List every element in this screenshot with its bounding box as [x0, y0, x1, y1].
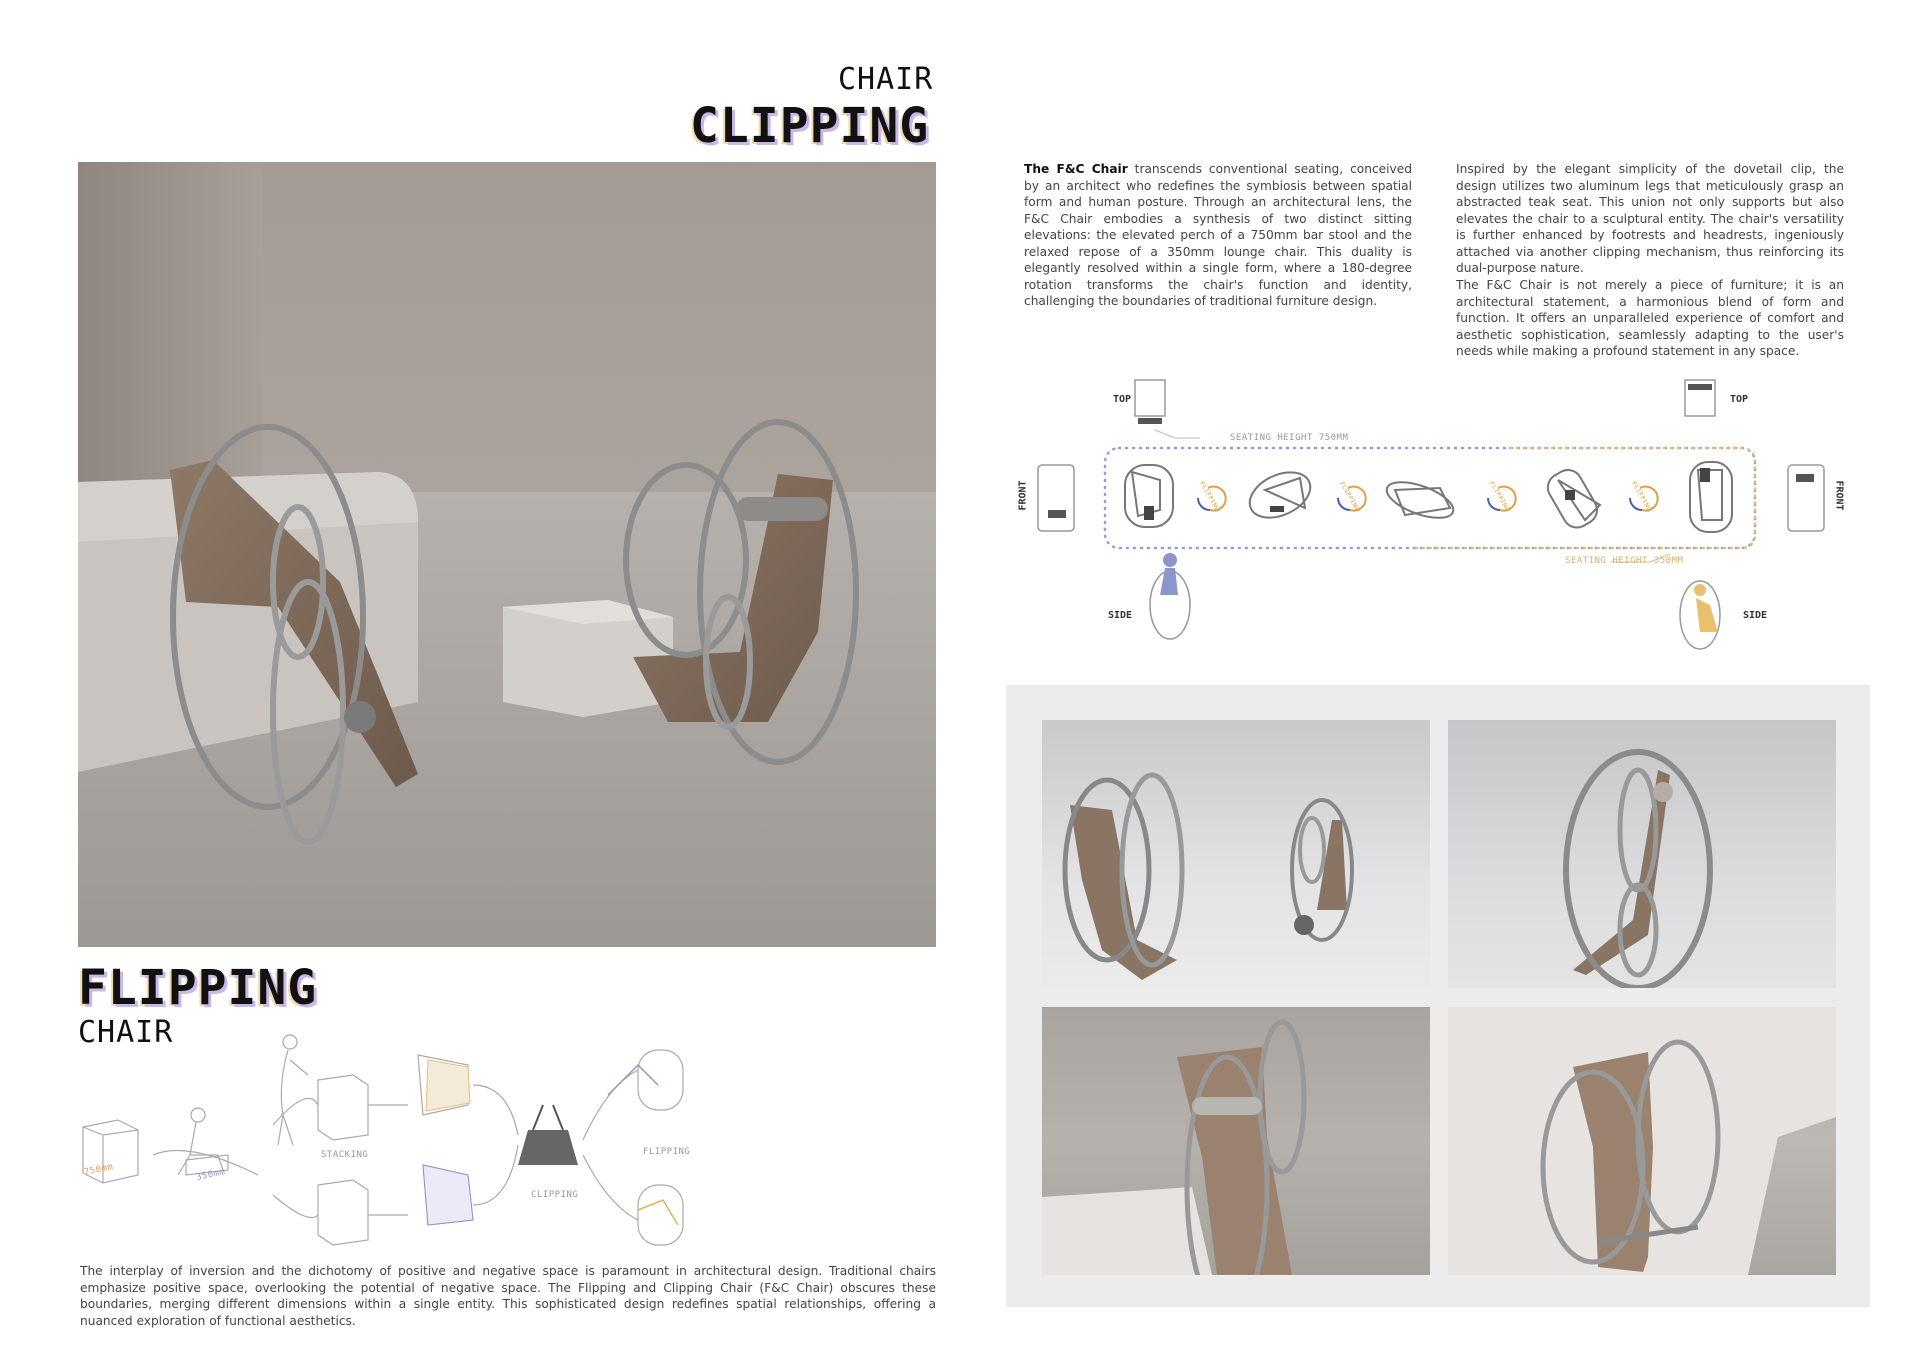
title-clipping: CLIPPING — [690, 98, 930, 154]
label-seating-750: SEATING HEIGHT 750MM — [1230, 433, 1349, 443]
flipping-arrow-label: FLIPPING — [1338, 480, 1361, 513]
description-bold-lead: The F&C Chair — [1024, 162, 1128, 176]
title-flipping: FLIPPING — [78, 960, 318, 1016]
gallery-photo-side-view — [1448, 720, 1836, 988]
description-body: transcends conventional seating, conceived by an architect who redefines the symbiosis between spatial form and human posture. Through an architectural lens, the F&C Chair embodies a synthesis of two distinct sitting elevations: the elevated perch of a 750mm bar stool and the relaxed repose of a 350mm lounge chair. This duality is elegantly resolved within a single form, where a 180-degree rotation transforms the chair's function and identity, challenging the boundaries of traditional furniture design. — [1024, 162, 1412, 308]
label-front-left: FRONT — [1017, 480, 1029, 511]
gallery-photo-bench — [1448, 1007, 1836, 1275]
label-side-left: SIDE — [1108, 610, 1133, 621]
concept-diagram — [78, 1025, 718, 1255]
label-top-right: TOP — [1730, 394, 1749, 405]
label-side-right: SIDE — [1743, 610, 1768, 621]
title-chair-top: CHAIR — [838, 62, 934, 97]
label-top-left: TOP — [1113, 394, 1132, 405]
bottom-paragraph: The interplay of inversion and the dichotomy of positive and negative space is paramount in architectural design. Traditional chairs emphasize positive space, overlooking the potential of negative space. The Flipping and Clipping Chair (F&C Chair) obscures these boundaries, merging different dimensions within a single entity. This sophisticated design redefines spatial relationships, offering a nuanced exploration of functional aesthetics. — [80, 1264, 936, 1328]
label-flipping: FLIPPING — [643, 1147, 691, 1157]
gallery-panel — [1006, 685, 1870, 1307]
label-dim-350: 350mm — [195, 1167, 227, 1183]
description-paragraph-3: The F&C Chair is not merely a piece of furniture; it is an architectural statement, a harmonious blend of form and function. It offers an unparalleled experience of comfort and aesthetic sophistication, seamlessly adapting to the user's needs while making a profound statement in any space. — [1456, 278, 1844, 358]
label-clipping: CLIPPING — [531, 1190, 579, 1200]
gallery-photo-with-cube — [1042, 1007, 1430, 1275]
gallery-photo-two-chairs — [1042, 720, 1430, 988]
label-seating-350: SEATING HEIGHT 350MM — [1565, 556, 1684, 566]
flipping-arrow-label: FLIPPING — [1488, 480, 1511, 513]
description-paragraph-2: Inspired by the elegant simplicity of the dovetail clip, the design utilizes two aluminum legs that meticulously grasp an abstracted teak seat. This union not only supports but also elevates the chair to a sculptural entity. The chair's versatility is further enhanced by footrests and headrests, ingeniously attached via another clipping mechanism, thus reinforcing its dual-purpose nature. — [1456, 162, 1844, 275]
hero-render-photo — [78, 162, 936, 947]
flipping-arrow-label: FLIPPING — [1198, 480, 1221, 513]
title-chair-bottom: CHAIR — [78, 1015, 174, 1050]
flip-sequence-diagram — [1010, 370, 1860, 655]
description-paragraph-1 — [1024, 161, 1412, 310]
label-front-right: FRONT — [1833, 480, 1845, 511]
label-dim-750: 750mm — [83, 1162, 115, 1178]
flipping-arrow-label: FLIPPING — [1630, 480, 1653, 513]
label-stacking: STACKING — [321, 1150, 369, 1160]
